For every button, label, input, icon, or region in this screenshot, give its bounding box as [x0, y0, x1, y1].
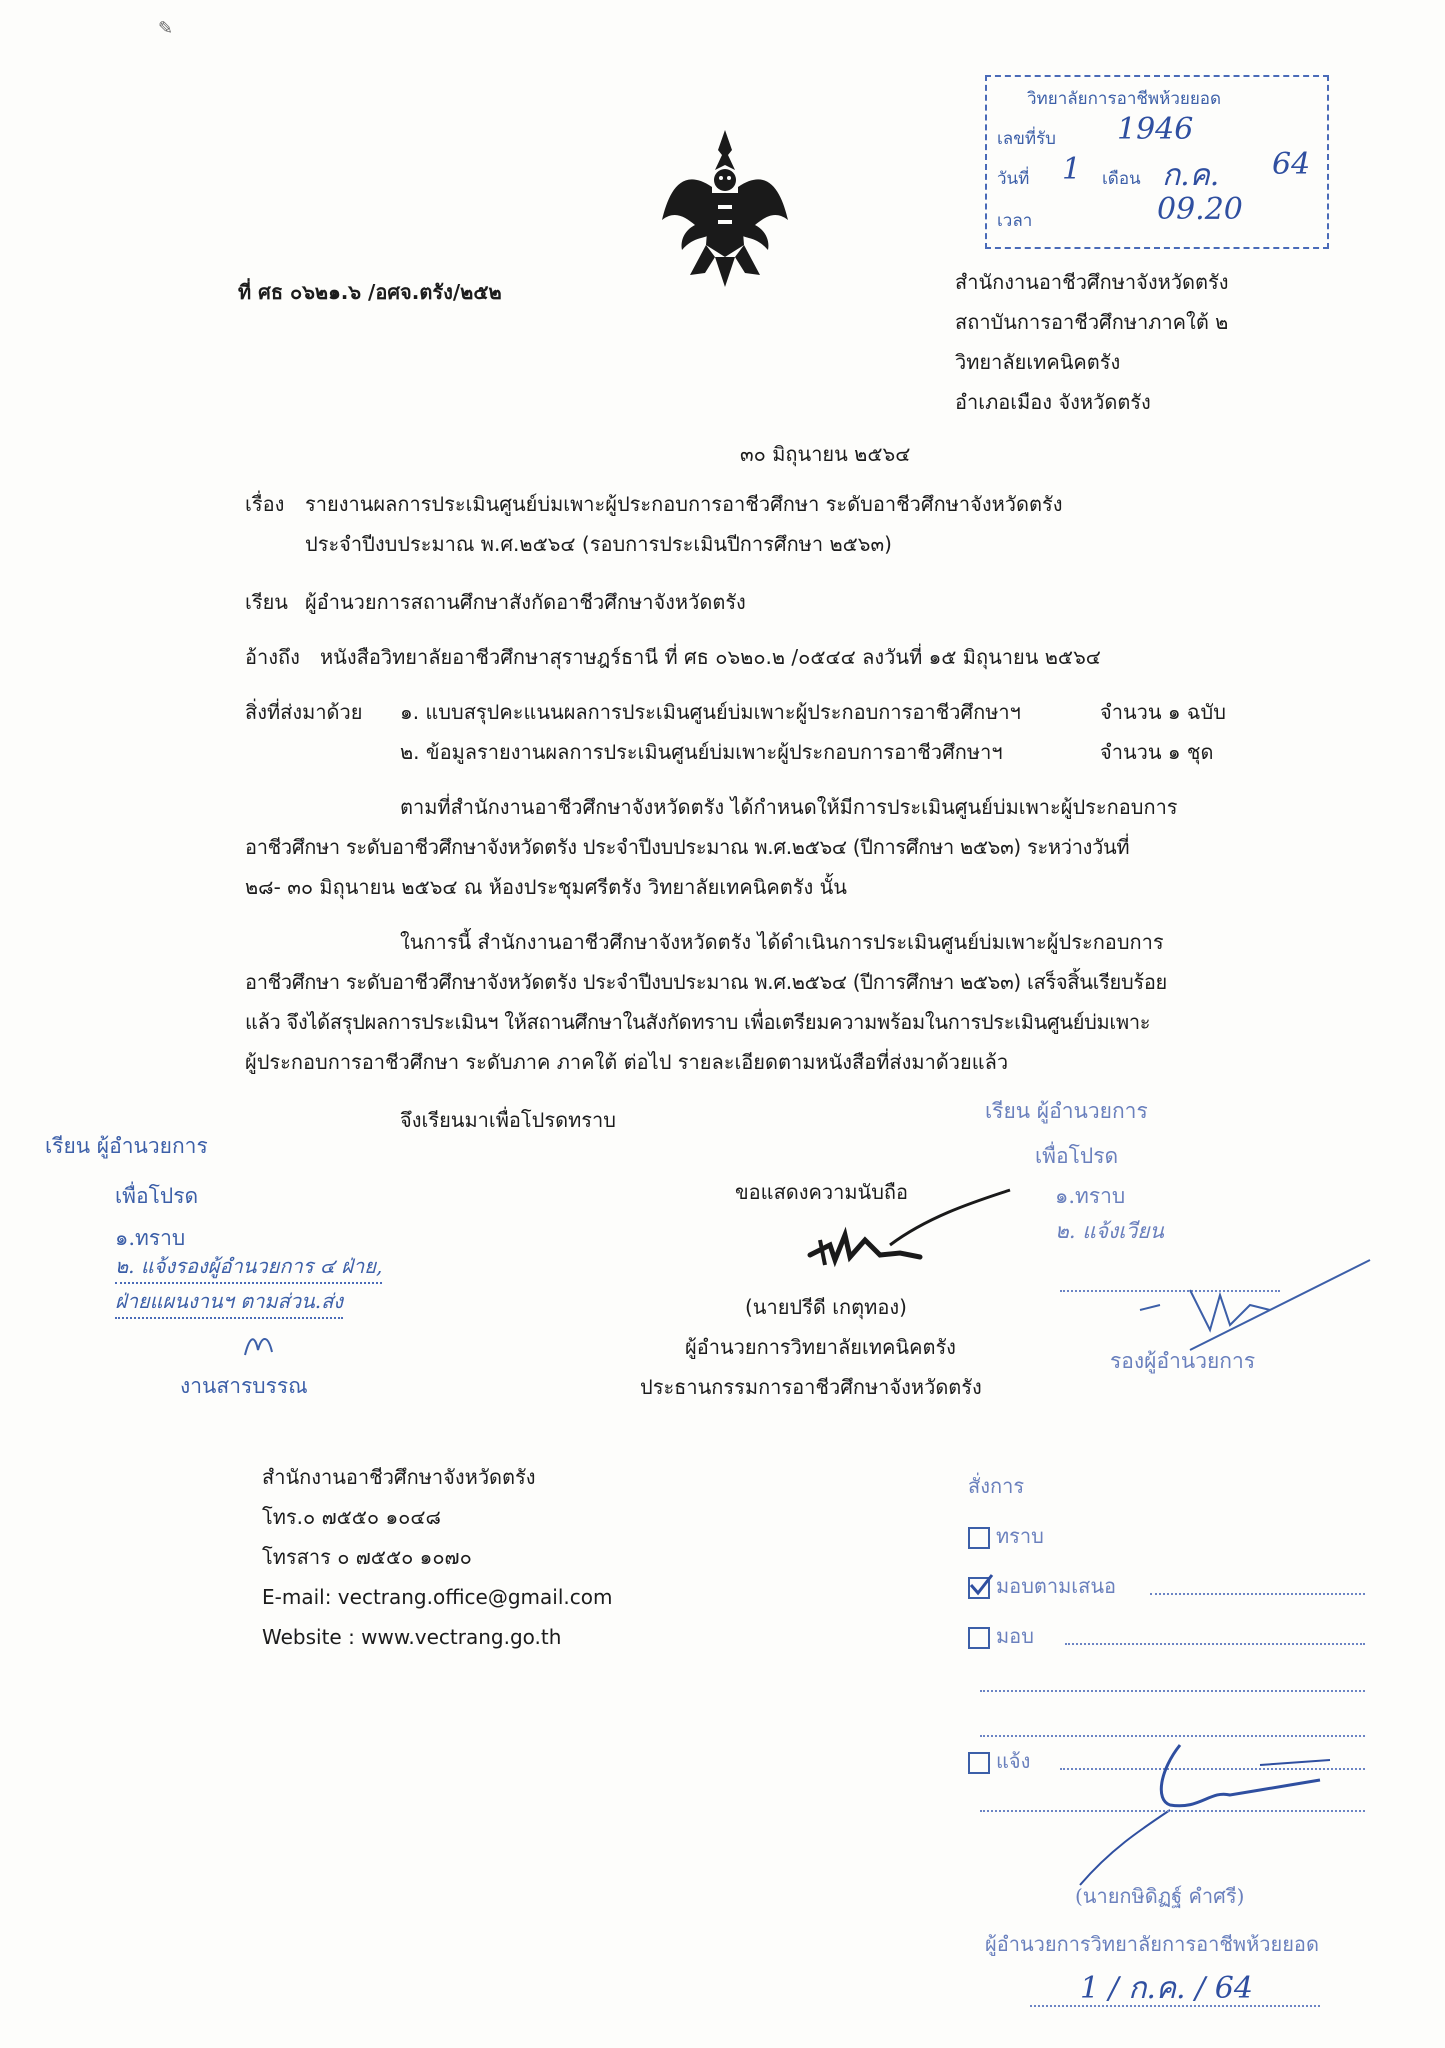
note-right-line-4: ๒. แจ้งเวียน	[1055, 1219, 1164, 1243]
stamp-org: วิทยาลัยการอาชีพห้วยยอด	[1027, 89, 1222, 109]
footer-email: E-mail: vectrang.office@gmail.com	[262, 1585, 613, 1609]
reference-label: อ้างถึง	[245, 645, 300, 669]
checkbox-1	[968, 1527, 990, 1549]
stamp-month-label: เดือน	[1102, 169, 1141, 189]
enclosures-label: สิ่งที่ส่งมาด้วย	[245, 700, 363, 724]
to-recipient: ผู้อำนวยการสถานศึกษาสังกัดอาชีวศึกษาจังหวัดตรัง	[305, 590, 746, 614]
note-left-line-4: ๒. แจ้งรองผู้อำนวยการ ๔ ฝ่าย,	[115, 1250, 382, 1284]
enclosure-1-qty: จำนวน ๑ ฉบับ	[1100, 700, 1226, 724]
stamp-month: ก.ค.	[1162, 158, 1220, 193]
note-right-line-5: รองผู้อำนวยการ	[1110, 1349, 1256, 1373]
para1-line-3: ๒๘- ๓๐ มิถุนายน ๒๕๖๔ ณ ห้องประชุมศรีตรัง วิทยาลัยเทคนิคตรัง นั้น	[245, 875, 847, 899]
garuda-emblem-icon	[660, 125, 790, 295]
stamp-date-label: วันที่	[997, 169, 1030, 189]
subject-label: เรื่อง	[245, 492, 285, 516]
checkbox-2-checked	[968, 1577, 990, 1599]
sender-line-4: อำเภอเมือง จังหวัดตรัง	[955, 390, 1151, 414]
order-signer-position: ผู้อำนวยการวิทยาลัยการอาชีพห้วยยอด	[985, 1932, 1319, 1956]
note-left-line-6: งานสารบรรณ	[180, 1374, 308, 1398]
para2-line-2: อาชีวศึกษา ระดับอาชีวศึกษาจังหวัดตรัง ประจำปีงบประมาณ พ.ศ.๒๕๖๔ (ปีการศึกษา ๒๕๖๓) เสร็จสิ้นเรียบร้อย	[245, 970, 1167, 994]
enclosure-1: ๑. แบบสรุปคะแนนผลการประเมินศูนย์บ่มเพาะผู้ประกอบการอาชีวศึกษาฯ	[400, 700, 1021, 724]
signature-icon	[790, 1185, 1020, 1285]
note-right-line-2: เพื่อโปรด	[1035, 1144, 1119, 1168]
para1-line-2: อาชีวศึกษา ระดับอาชีวศึกษาจังหวัดตรัง ประจำปีงบประมาณ พ.ศ.๒๕๖๔ (ปีการศึกษา ๒๕๖๓) ระหว่างวันที่	[245, 835, 1130, 859]
stamp-time: 09.20	[1157, 192, 1243, 227]
order-date: 1 / ก.ค. / 64	[1080, 1971, 1253, 2006]
enclosure-2-qty: จำนวน ๑ ชุด	[1100, 740, 1214, 764]
footer-website: Website : www.vectrang.go.th	[262, 1625, 562, 1649]
signer-name: (นายปรีดี เกตุทอง)	[745, 1295, 907, 1319]
note-right-line-1: เรียน ผู้อำนวยการ	[985, 1099, 1148, 1123]
para1-line-1: ตามที่สำนักงานอาชีวศึกษาจังหวัดตรัง ได้กำหนดให้มีการประเมินศูนย์บ่มเพาะผู้ประกอบการ	[400, 795, 1178, 819]
para2-line-3: แล้ว จึงได้สรุปผลการประเมินฯ ให้สถานศึกษาในสังกัดทราบ เพื่อเตรียมความพร้อมในการประเมินศูนย์บ่มเพาะ	[245, 1010, 1151, 1034]
sender-line-2: สถาบันการอาชีวศึกษาภาคใต้ ๒	[955, 310, 1229, 334]
closing-text: จึงเรียนมาเพื่อโปรดทราบ	[400, 1108, 616, 1132]
checkbox-3	[968, 1627, 990, 1649]
order-option-3: มอบ	[968, 1620, 1034, 1652]
stamp-recv-no: 1946	[1117, 112, 1194, 147]
subject-line-1: รายงานผลการประเมินศูนย์บ่มเพาะผู้ประกอบการอาชีวศึกษา ระดับอาชีวศึกษาจังหวัดตรัง	[305, 492, 1063, 516]
letter-date: ๓๐ มิถุนายน ๒๕๖๔	[740, 442, 911, 466]
signer-position-2: ประธานกรรมการอาชีวศึกษาจังหวัดตรัง	[640, 1375, 982, 1399]
to-label: เรียน	[245, 590, 288, 614]
reference-text: หนังสือวิทยาลัยอาชีวศึกษาสุราษฎร์ธานี ที่ ศธ ๐๖๒๐.๒ /๐๕๔๔ ลงวันที่ ๑๕ มิถุนายน ๒๕๖๔	[320, 645, 1101, 669]
checkbox-4	[968, 1752, 990, 1774]
note-right-line-3: ๑.ทราบ	[1055, 1184, 1126, 1208]
stamp-time-label: เวลา	[997, 211, 1033, 231]
order-option-4: แจ้ง	[968, 1745, 1030, 1777]
para2-line-1: ในการนี้ สำนักงานอาชีวศึกษาจังหวัดตรัง ได้ดำเนินการประเมินศูนย์บ่มเพาะผู้ประกอบการ	[400, 930, 1164, 954]
sender-line-1: สำนักงานอาชีวศึกษาจังหวัดตรัง	[955, 270, 1229, 294]
scan-mark: ✎	[158, 18, 174, 39]
order-label: สั่งการ	[968, 1474, 1025, 1498]
note-left-line-5: ฝ่ายแผนงานฯ ตามส่วน.ส่ง	[115, 1285, 343, 1319]
director-signature-icon	[1060, 1740, 1360, 1890]
footer-fax: โทรสาร ๐ ๗๕๕๐ ๑๐๗๐	[262, 1545, 472, 1569]
footer-org: สำนักงานอาชีวศึกษาจังหวัดตรัง	[262, 1465, 536, 1489]
order-signer-name: (นายกษิดิฏฐ์ คำศรี)	[1075, 1884, 1245, 1908]
signature-right-icon	[1130, 1250, 1380, 1360]
document-number: ที่ ศธ ๐๖๒๑.๖ /อศจ.ตรัง/๒๕๒	[238, 280, 502, 304]
stamp-day: 1	[1062, 152, 1082, 187]
order-option-1: ทราบ	[968, 1520, 1044, 1552]
stamp-year: 64	[1272, 147, 1311, 182]
note-left-line-1: เรียน ผู้อำนวยการ	[45, 1134, 208, 1158]
order-option-2: มอบตามเสนอ	[968, 1570, 1116, 1602]
initials-icon	[240, 1330, 280, 1360]
note-left-line-2: เพื่อโปรด	[115, 1184, 199, 1208]
note-left-line-3: ๑.ทราบ	[115, 1226, 186, 1250]
enclosure-2: ๒. ข้อมูลรายงานผลการประเมินศูนย์บ่มเพาะผู้ประกอบการอาชีวศึกษาฯ	[400, 740, 1003, 764]
para2-line-4: ผู้ประกอบการอาชีวศึกษา ระดับภาค ภาคใต้ ต่อไป รายละเอียดตามหนังสือที่ส่งมาด้วยแล้ว	[245, 1050, 1009, 1074]
reception-stamp	[985, 75, 1329, 249]
subject-line-2: ประจำปีงบประมาณ พ.ศ.๒๕๖๔ (รอบการประเมินปีการศึกษา ๒๕๖๓)	[305, 532, 892, 556]
sender-line-3: วิทยาลัยเทคนิคตรัง	[955, 350, 1121, 374]
footer-tel: โทร.๐ ๗๕๕๐ ๑๐๔๘	[262, 1505, 441, 1529]
stamp-recv-label: เลขที่รับ	[997, 129, 1056, 149]
signer-position-1: ผู้อำนวยการวิทยาลัยเทคนิคตรัง	[685, 1335, 956, 1359]
regards-text: ขอแสดงความนับถือ	[735, 1180, 909, 1204]
